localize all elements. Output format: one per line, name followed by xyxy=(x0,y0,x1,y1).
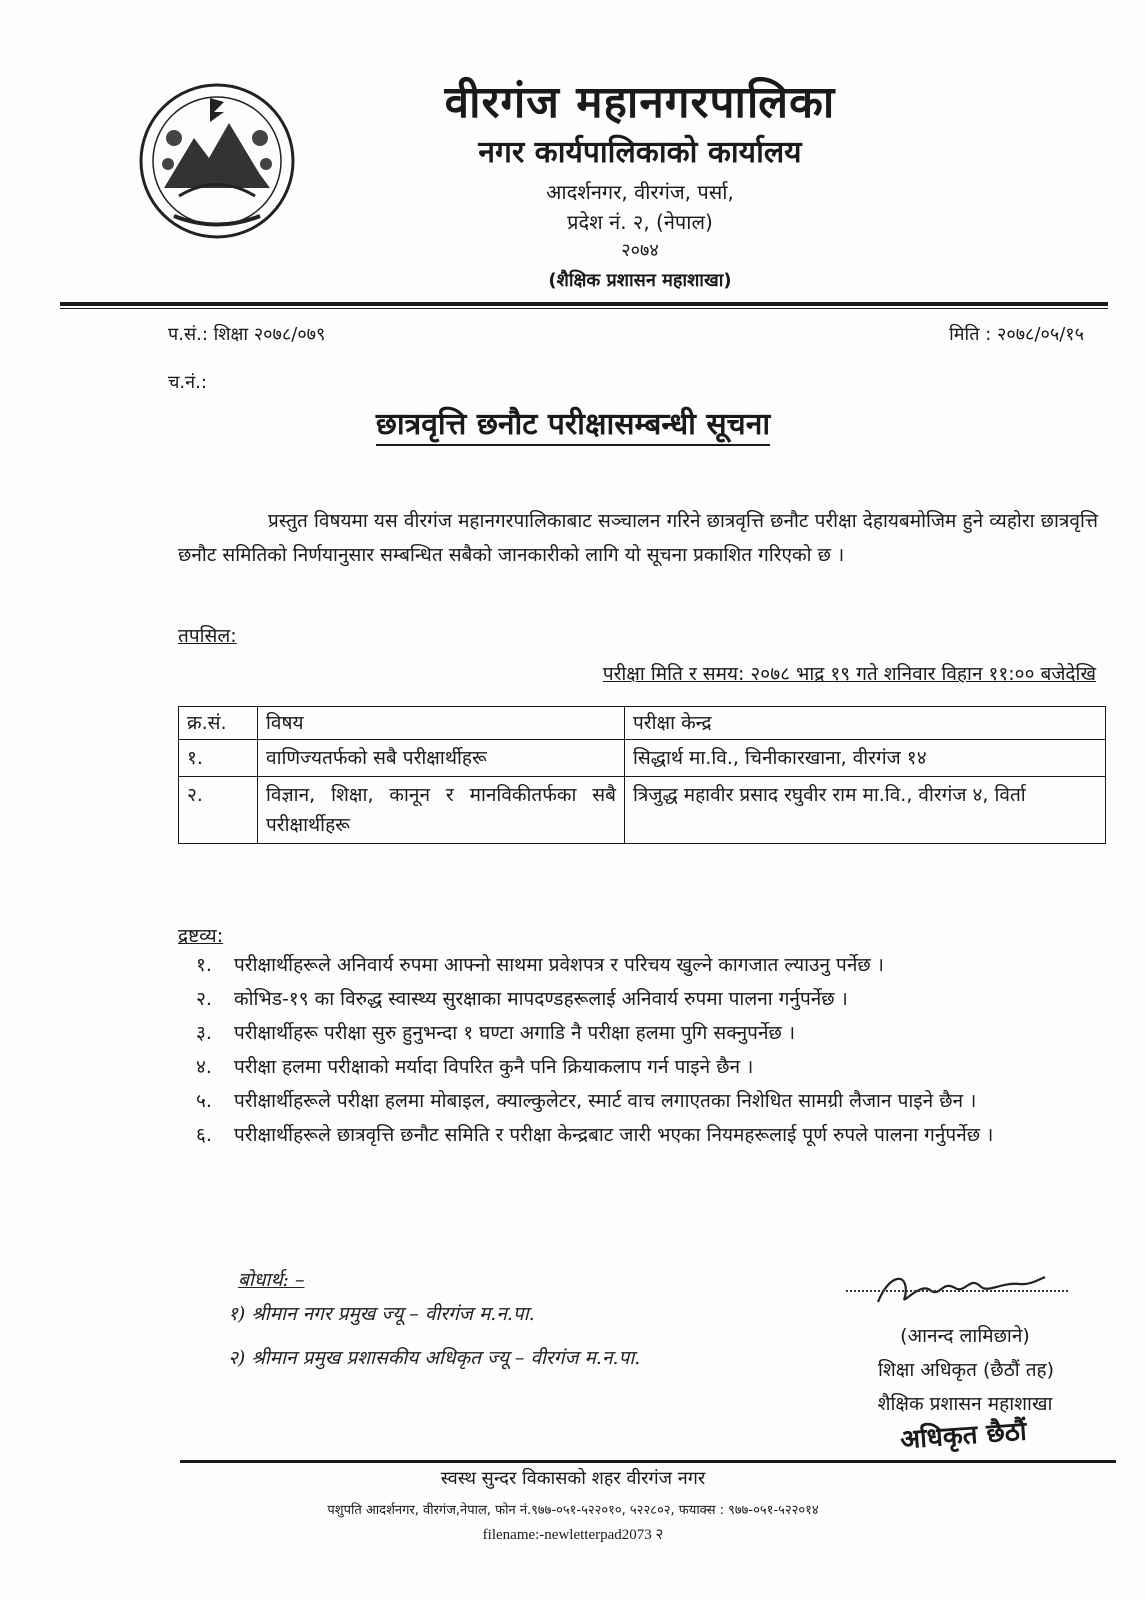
list-item xyxy=(196,1050,1106,1084)
row-subject: विज्ञान, शिक्षा, कानून र मानविकीतर्फका सबै परीक्षार्थीहरू xyxy=(258,777,625,844)
row-exam-center: त्रिजुद्ध महावीर प्रसाद रघुवीर राम मा.वि., वीरगंज ४, विर्ता xyxy=(625,777,1106,844)
note-text: परीक्षा हलमा परीक्षाको मर्यादा विपरित कुनै पनि क्रियाकलाप गर्न पाइने छैन । xyxy=(234,1056,754,1078)
notice-body-wrap xyxy=(178,504,1098,572)
list-item xyxy=(196,948,1106,982)
details-heading: तपसिल: xyxy=(178,625,237,647)
notice-date: मिति : २०७८/०५/१५ xyxy=(949,324,1084,345)
list-item xyxy=(196,982,1106,1016)
exam-date-time: परीक्षा मिति र समय: २०७८ भाद्र १९ गते शनिवार विहान ११:०० बजेदेखि xyxy=(602,663,1096,685)
org-name: वीरगंज महानगरपालिका xyxy=(444,77,836,128)
notes-heading: द्रष्टव्य: xyxy=(178,925,224,947)
row-exam-center: सिद्धार्थ मा.वि., चिनीकारखाना, वीरगंज १४ xyxy=(625,740,1106,777)
note-number: ३. xyxy=(196,1022,212,1044)
note-number: २. xyxy=(196,988,212,1010)
officer-stamp: अधिकृत छैठौं xyxy=(899,1416,1028,1456)
footer-divider xyxy=(180,1460,1116,1463)
note-text: परीक्षार्थीहरू परीक्षा सुरु हुनुभन्दा १ घण्टा अगाडि नै परीक्षा हलमा पुगि सक्नुपर्नेछ । xyxy=(234,1022,796,1044)
exam-schedule-table xyxy=(178,706,1106,844)
row-serial: १. xyxy=(179,740,258,777)
note-text: परीक्षार्थीहरूले अनिवार्य रुपमा आफ्नो साथमा प्रवेशपत्र र परिचय खुल्ने कागजात ल्याउनु पर्नेछ । xyxy=(234,954,884,976)
table-header-row xyxy=(179,707,1106,740)
signature-dotted-line xyxy=(846,1290,1068,1292)
notice-title-wrap xyxy=(0,402,1146,443)
division-name: (शैक्षिक प्रशासन महाशाखा) xyxy=(548,270,732,291)
office-name: नगर कार्यपालिकाको कार्यालय xyxy=(478,135,802,170)
list-item xyxy=(196,1118,1106,1152)
note-text: परीक्षार्थीहरूले परीक्षा हलमा मोबाइल, क्याल्कुलेटर, स्मार्ट वाच लगाएतका निशेधित सामग्री लैजान पाइने छैन । xyxy=(234,1090,977,1112)
header-serial: क्र.सं. xyxy=(179,707,258,740)
copy-recipient: २) श्रीमान प्रमुख प्रशासकीय अधिकृत ज्यू – वीरगंज म.न.पा. xyxy=(228,1347,641,1369)
signatory-name: (आनन्द लामिछाने) xyxy=(900,1325,1030,1347)
footer-filename: filename:-newletterpad2073 २ xyxy=(482,1527,664,1543)
nepal-government-emblem-icon xyxy=(134,78,300,244)
header-subject: विषय xyxy=(258,707,625,740)
note-number: ४. xyxy=(196,1056,212,1078)
list-item xyxy=(196,1016,1106,1050)
table-row xyxy=(179,740,1106,777)
footer-slogan: स्वस्थ सुन्दर विकासको शहर वीरगंज नगर xyxy=(440,1468,706,1489)
reference-number: प.सं.: शिक्षा २०७८/०७९ xyxy=(168,324,326,345)
address-line1: आदर्शनगर, वीरगंज, पर्सा, xyxy=(546,180,734,204)
dispatch-number: च.नं.: xyxy=(168,372,207,393)
header-exam-center: परीक्षा केन्द्र xyxy=(625,707,1106,740)
notice-title: छात्रवृत्ति छनौट परीक्षासम्बन्धी सूचना xyxy=(376,407,770,446)
note-number: ६. xyxy=(196,1124,212,1146)
signature-icon xyxy=(870,1262,1050,1312)
notes-list xyxy=(196,948,1106,1152)
note-text: कोभिड-१९ का विरुद्ध स्वास्थ्य सुरक्षाका मापदण्डहरूलाई अनिवार्य रुपमा पालना गर्नुपर्नेछ । xyxy=(234,988,848,1010)
row-subject: वाणिज्यतर्फको सबै परीक्षार्थीहरू xyxy=(258,740,625,777)
footer-contact: पशुपति आदर्शनगर, वीरगंज,नेपाल, फोन नं.९७७-०५१-५२२०१०, ५२२८०२, फयाक्स : ९७७-०५१-५२२०१४ xyxy=(327,1503,819,1518)
copies-heading: बोधार्थ: – xyxy=(238,1269,305,1291)
note-text: परीक्षार्थीहरूले छात्रवृत्ति छनौट समिति र परीक्षा केन्द्रबाट जारी भएका नियमहरूलाई पूर्ण रुपले पालना गर्नुपर्नेछ । xyxy=(234,1124,994,1146)
table-row xyxy=(179,777,1106,844)
note-number: ५. xyxy=(196,1090,212,1112)
header-divider xyxy=(60,302,1108,306)
notice-body: प्रस्तुत विषयमा यस वीरगंज महानगरपालिकाबाट सञ्चालन गरिने छात्रवृत्ति छनौट परीक्षा देहायबमोजिम हुने व्यहोरा छात्रवृत्ति छनौट समितिको निर्णयानुसार सम्बन्धित सबैको जानकारीको लागि यो सूचना प्रकाशित गरिएको छ । xyxy=(178,510,1098,566)
row-serial: २. xyxy=(179,777,258,844)
copy-recipient: १) श्रीमान नगर प्रमुख ज्यू – वीरगंज म.न.पा. xyxy=(228,1303,535,1325)
note-number: १. xyxy=(196,954,212,976)
established-year: २०७४ xyxy=(621,240,659,261)
header-divider-thin xyxy=(60,308,1108,309)
signatory-division: शैक्षिक प्रशासन महाशाखा xyxy=(877,1393,1053,1415)
signatory-position: शिक्षा अधिकृत (छैठौं तह) xyxy=(877,1359,1055,1381)
address-line2: प्रदेश नं. २, (नेपाल) xyxy=(567,210,713,234)
list-item xyxy=(196,1084,1106,1118)
